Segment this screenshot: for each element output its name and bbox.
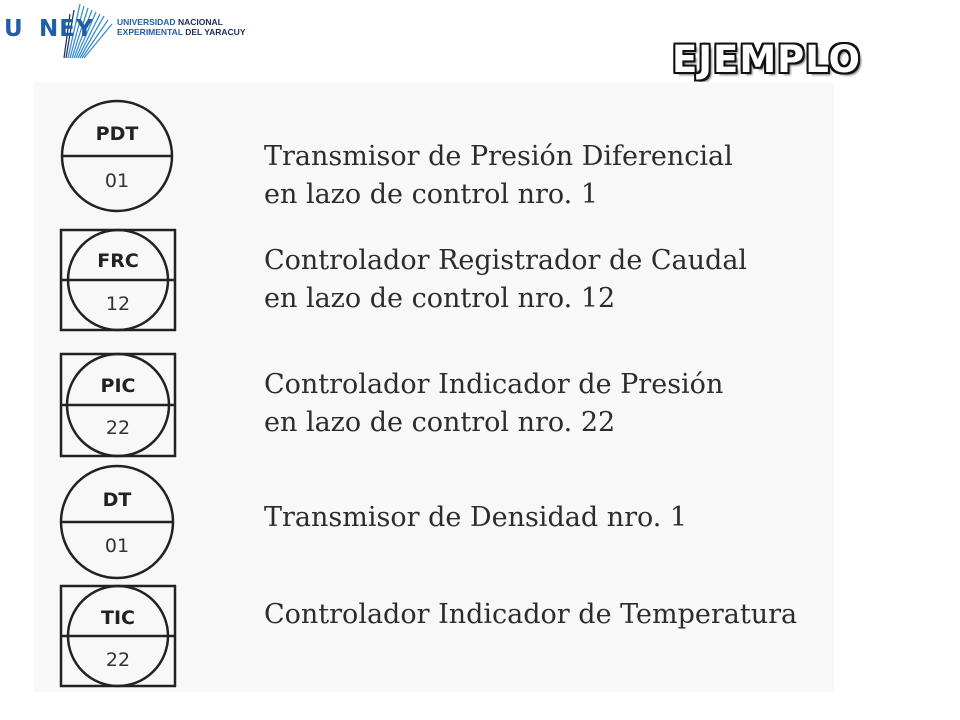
- instrument-number: 01: [104, 170, 130, 192]
- slide-title: EJEMPLO: [672, 38, 861, 81]
- instrument-tag: FRC: [97, 250, 139, 272]
- instrument-description-pic: [264, 366, 723, 442]
- instrument-description-frc: [264, 242, 747, 318]
- instrument-description-pdt: [264, 138, 733, 214]
- instrument-description-tic: [264, 596, 797, 634]
- description-line2: en lazo de control nro. 22: [264, 407, 616, 438]
- instrument-tag: DT: [102, 489, 132, 511]
- description-line1: Controlador Registrador de Caudal: [264, 245, 748, 276]
- instrument-symbol-pic: [61, 354, 175, 456]
- description-line1: Transmisor de Presión Diferencial: [264, 141, 733, 172]
- instrument-tag: PDT: [95, 123, 139, 145]
- instrument-description-dt: [264, 499, 687, 537]
- instrument-number: 22: [105, 417, 131, 439]
- instrument-symbol-dt: [61, 466, 173, 578]
- description-line2: en lazo de control nro. 1: [264, 179, 599, 210]
- instrument-tag: TIC: [101, 607, 135, 629]
- instrument-number: 12: [105, 293, 131, 315]
- description-line1: Controlador Indicador de Presión: [264, 369, 724, 400]
- description-line2: en lazo de control nro. 12: [264, 283, 616, 314]
- logo-word-del-yaracuy: DEL YARACUY: [185, 27, 246, 37]
- instrument-tag: PIC: [100, 375, 136, 397]
- logo-brand-u: U: [4, 16, 24, 42]
- logo-word-nacional: NACIONAL: [177, 17, 223, 27]
- description-line1: Controlador Indicador de Temperatura: [264, 599, 798, 630]
- instrument-symbol-frc: [61, 230, 175, 330]
- logo-word-universidad: UNIVERSIDAD: [117, 17, 176, 27]
- logo-word-experimental: EXPERIMENTAL: [117, 27, 183, 37]
- instrument-number: 01: [104, 535, 130, 557]
- instrument-number: 22: [105, 649, 131, 671]
- logo-brand-ney: NEY: [39, 16, 94, 42]
- instrument-symbol-tic: [61, 586, 175, 686]
- description-line1: Transmisor de Densidad nro. 1: [264, 502, 688, 533]
- instrument-symbol-pdt: [62, 101, 172, 211]
